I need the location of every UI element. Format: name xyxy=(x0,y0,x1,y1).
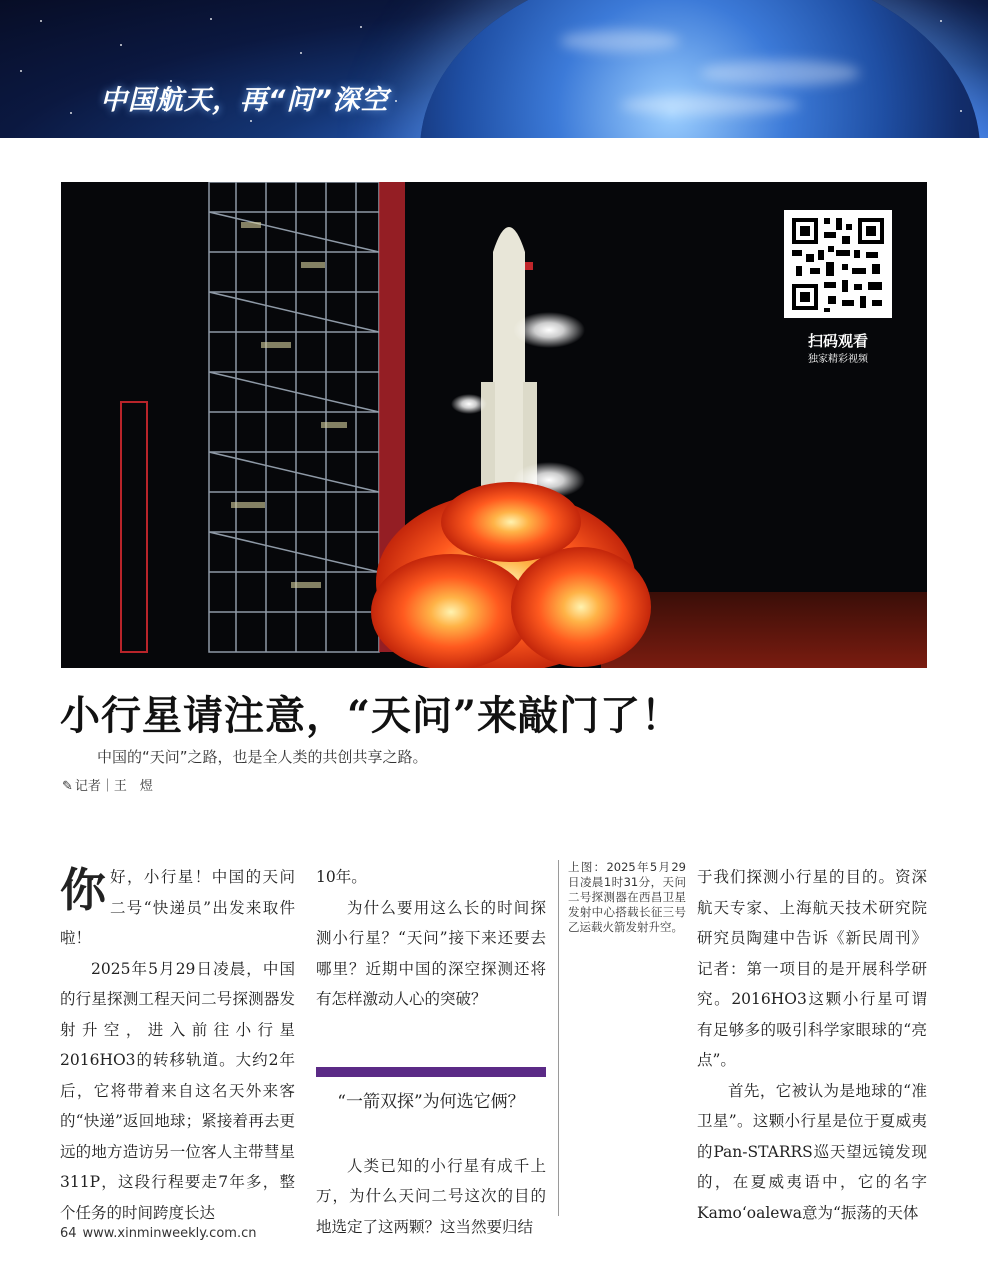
body-column-1 xyxy=(60,862,295,1228)
paragraph: 你好，小行星！中国的天问二号“快递员”出发来取件啦！ xyxy=(60,863,295,947)
byline xyxy=(62,775,153,794)
section-heading: “一箭双探”为何选它俩？ xyxy=(337,1091,525,1112)
cloud-decoration xyxy=(700,60,860,86)
paragraph: 于我们探测小行星的目的。资深航天专家、上海航天技术研究院研究员陶建中告诉《新民周刊》记者：第一项目的是开展科学研究。2016HO3这颗小行星可谓有足够多的吸引科学家眼球的“亮点”。 xyxy=(697,868,927,1069)
paragraph: 首先，它被认为是地球的“准卫星”。这颗小行星是位于夏威夷的Pan-STARRS巡天望远镜发现的，在夏威夷语中，它的名字Kamoʻoalewa意为“振荡的天体 xyxy=(697,1081,927,1222)
drop-cap: 你 xyxy=(60,863,106,917)
qr-code[interactable] xyxy=(784,210,892,318)
paragraph: 为什么要用这么长的时间探测小行星？“天问”接下来还要去哪里？近期中国的深空探测还将有怎样激动人心的突破？ xyxy=(316,898,546,1008)
qr-sublabel: 独家精彩视频 xyxy=(808,354,868,365)
section-title: 中国航天，再“问”深空 xyxy=(100,85,389,116)
photo-caption: 上图：2025年5月29日凌晨1时31分，天问二号探测器在西昌卫星发射中心搭载长征三号乙运载火箭发射升空。 xyxy=(568,860,686,934)
website-url[interactable]: www.xinminweekly.com.cn xyxy=(82,1226,257,1241)
article-headline: 小行星请注意，“天问”来敲门了！ xyxy=(60,692,683,739)
header-banner xyxy=(0,0,988,138)
body-column-3 xyxy=(697,862,927,1228)
planet-earth-image xyxy=(420,0,980,138)
paragraph: 10年。 xyxy=(316,868,367,886)
column-divider xyxy=(558,860,559,1216)
cloud-decoration xyxy=(560,30,680,52)
section-divider xyxy=(316,1067,546,1077)
paragraph: 2025年5月29日凌晨，中国的行星探测工程天问二号探测器发射升空，进入前往小行星2016HO3的转移轨道。大约2年后，它将带着来自这名天外来客的“快递”返回地球；紧接着再去更远的地方造访另一位客人主带彗星311P，这段行程要走7年多，整个任务的时间跨度长达 xyxy=(60,959,295,1222)
cloud-decoration xyxy=(620,95,800,115)
qr-label: 扫码观看 xyxy=(807,332,868,350)
pen-icon: ✎ xyxy=(62,779,73,794)
body-column-2 xyxy=(316,862,546,1242)
article-subheadline: 中国的“天问”之路，也是全人类的共创共享之路。 xyxy=(97,748,428,766)
page-number: 64 xyxy=(60,1226,77,1241)
page-footer xyxy=(60,1226,256,1241)
byline-text: 记者｜王 煜 xyxy=(74,779,153,794)
paragraph: 人类已知的小行星有成千上万，为什么天问二号这次的目的地选定了这两颗？这当然要归结 xyxy=(316,1156,546,1236)
qr-code-icon xyxy=(784,210,892,318)
